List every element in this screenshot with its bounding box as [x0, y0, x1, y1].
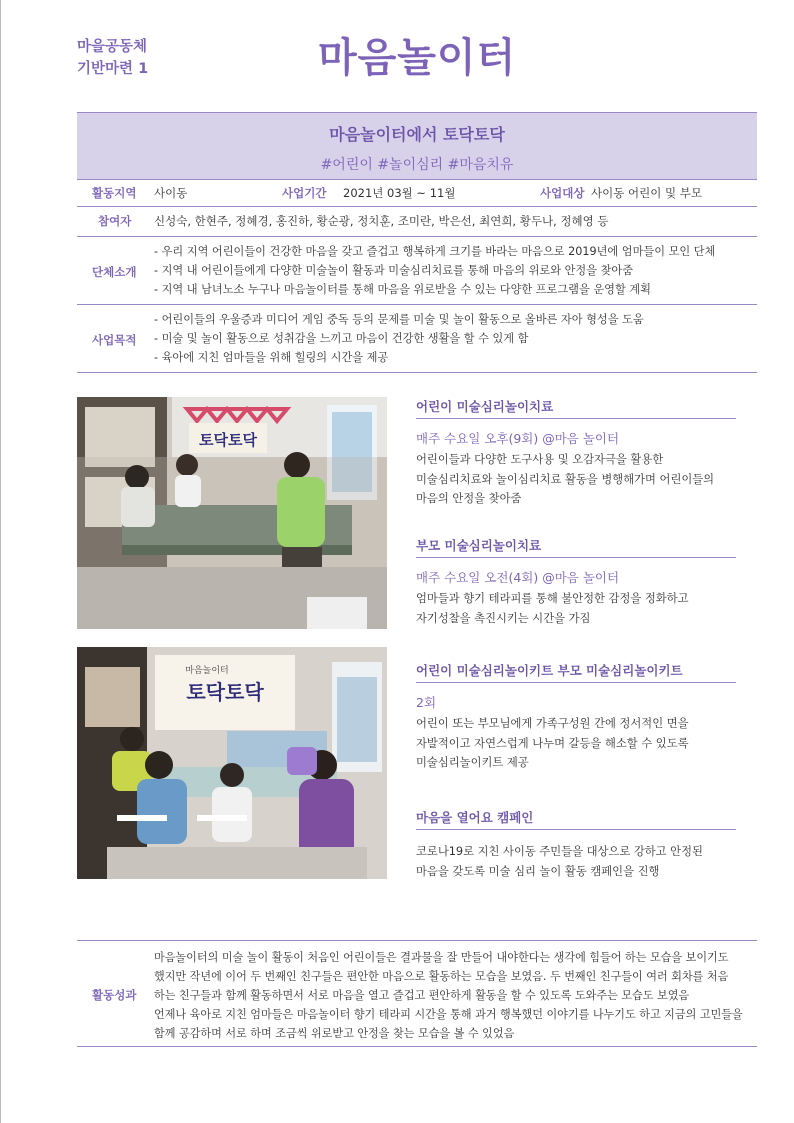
purpose-line: - 어린이들의 우울증과 미디어 게임 중독 등의 문제를 미술 및 놀이 활동으로 올바른 자아 형성을 도움 [154, 313, 644, 326]
section-line: 미술심리놀이키트 제공 [416, 756, 529, 769]
section-body [416, 842, 703, 881]
result-line: 마음놀이터의 미술 놀이 활동이 처음인 어린이들은 결과물을 잘 만들어 내야한다는 생각에 힘들어 하는 모습을 보이기도 [154, 951, 729, 964]
result-text [154, 948, 743, 1043]
section-line: 자발적이고 자연스럽게 나누며 갈등을 해소할 수 있도록 [416, 736, 689, 750]
section-rule [416, 557, 736, 558]
result-rule-top [77, 940, 757, 941]
section-title: 마음을 열어요 캠페인 [416, 810, 534, 825]
section-line: 코로나19로 지친 사이동 주민들을 대상으로 강하고 안정된 [416, 845, 703, 858]
intro-line: - 우리 지역 어린이들이 건강한 마음을 갖고 즐겁고 행복하게 크기를 바라는 마음으로 2019년에 엄마들이 모인 단체 [154, 245, 716, 258]
photo-banner-text: 토닥토닥 [186, 680, 264, 704]
period-label: 사업기간 [282, 186, 327, 200]
photo-banner-small-text: 마음놀이터 [185, 666, 229, 676]
section-schedule: 매주 수요일 오전(4회) @마음 놀이터 [416, 570, 620, 585]
target-value: 사이동 어린이 및 부모 [591, 186, 702, 200]
table-rule [77, 179, 757, 180]
section-schedule: 2회 [416, 695, 437, 710]
section-line: 자기성찰을 촉진시키는 시간을 가짐 [416, 611, 591, 625]
category-label [77, 36, 148, 80]
result-line: 하는 친구들과 함께 활동하면서 서로 마음을 열고 즐겁고 편안하게 활동을 할 수 있도록 도와주는 모습도 보였음 [154, 989, 690, 1002]
section-line: 어린이들과 다양한 도구사용 및 오감자극을 활용한 [416, 453, 664, 466]
target-label: 사업대상 [540, 186, 585, 200]
section-title: 부모 미술심리놀이치료 [416, 538, 542, 553]
intro-line: - 지역 내 어린이들에게 다양한 미술놀이 활동과 미술심리치료를 통해 마음의 위로와 안정을 찾아줌 [154, 264, 633, 277]
section-body [416, 714, 689, 773]
purpose-text [154, 310, 644, 367]
section-title: 어린이 미술심리놀이키트 부모 미술심리놀이키트 [416, 663, 683, 678]
category-line-1: 마을공동체 [77, 39, 148, 55]
section-title: 어린이 미술심리놀이치료 [416, 399, 554, 414]
section-line: 어린이 또는 부모님에게 가족구성원 간에 정서적인 면을 [416, 717, 689, 730]
section-rule [416, 829, 736, 830]
result-line: 함께 공감하며 서로 하며 조금씩 위로받고 안정을 찾는 모습을 볼 수 있었음 [154, 1027, 515, 1040]
intro-label: 단체소개 [92, 265, 137, 279]
section-line: 마음을 갖도록 미술 심리 놀이 활동 캠페인을 진행 [416, 864, 660, 878]
participants-value: 신성숙, 한현주, 정혜경, 홍진하, 황순광, 정치훈, 조미란, 박은선, 최연희, 황두나, 정혜영 등 [154, 214, 609, 228]
purpose-line: - 미술 및 놀이 활동으로 성취감을 느끼고 마음이 건강한 생활을 할 수 있게 함 [154, 332, 529, 345]
area-label: 활동지역 [92, 186, 137, 200]
purpose-line: - 육아에 지친 엄마들을 위해 힐링의 시간을 제공 [154, 351, 389, 364]
participants-label: 참여자 [98, 214, 132, 228]
period-value: 2021년 03월 ~ 11월 [343, 186, 456, 200]
project-title: 마음놀이터에서 토닥토닥 [329, 125, 505, 144]
result-line: 했지만 작년에 이어 두 번째인 친구들은 편안한 마음으로 활동하는 모습을 보였음. 두 번째인 친구들이 여러 회차를 처음 [154, 970, 729, 983]
section-rule [416, 682, 736, 683]
table-rule [77, 372, 757, 373]
intro-text [154, 242, 715, 299]
category-line-2: 기반마련 1 [77, 61, 149, 77]
section-body [416, 450, 714, 509]
section-body [416, 589, 689, 628]
result-line: 언제나 육아로 지친 엄마들은 마음놀이터 향기 테라피 시간을 통해 과거 행복했던 이야기를 나누기도 하고 지금의 고민들을 [154, 1008, 743, 1021]
intro-line: - 지역 내 남녀노소 누구나 마음놀이터를 통해 마음을 위로받을 수 있는 다양한 프로그램을 운영할 계획 [154, 283, 651, 296]
page-edge [0, 0, 1, 1123]
project-banner [77, 112, 757, 179]
activity-photo-1 [77, 397, 387, 629]
result-label: 활동성과 [92, 988, 137, 1002]
section-rule [416, 418, 736, 419]
table-rule [77, 236, 757, 237]
photo-banner-text: 토닥토닥 [199, 431, 257, 449]
area-value: 사이동 [154, 186, 188, 200]
section-line: 엄마들과 향기 테라피를 통해 불안정한 감정을 정화하고 [416, 592, 689, 605]
table-rule [77, 304, 757, 305]
result-rule-bottom [77, 1046, 757, 1047]
table-rule [77, 206, 757, 207]
project-hashtags: #어린이 #놀이심리 #마음치유 [320, 157, 514, 173]
purpose-label: 사업목적 [92, 333, 137, 347]
section-schedule: 매주 수요일 오후(9회) @마음 놀이터 [416, 431, 620, 446]
section-line: 미술심리치료와 놀이심리치료 활동을 병행해가며 어린이들의 [416, 472, 715, 486]
activity-photo-2 [77, 647, 387, 879]
section-line: 마음의 안정을 찾아줌 [416, 492, 522, 505]
page-title: 마음놀이터 [318, 35, 517, 81]
